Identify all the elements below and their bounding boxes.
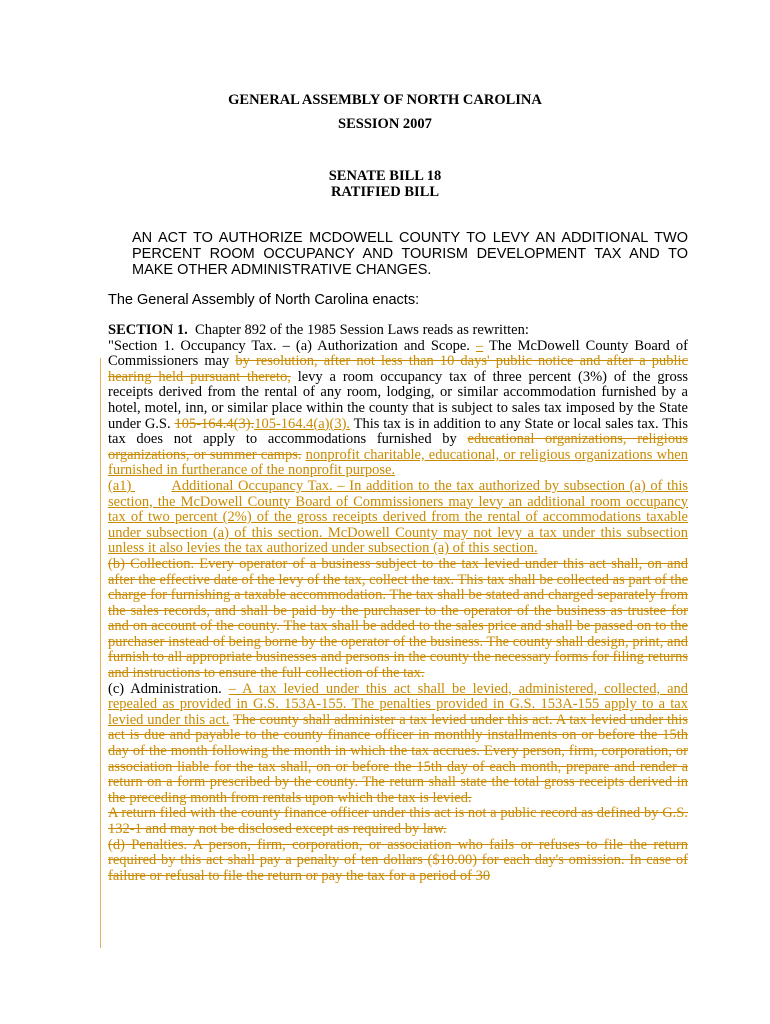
inserted-text: – xyxy=(475,337,484,354)
bill-heading: SENATE BILL 18 xyxy=(328,168,442,184)
section-1-text xyxy=(108,339,688,479)
deleted-text: by resolution, after not less than 10 days' public notice and after a public hearing held pursuant thereto, xyxy=(108,353,689,385)
deleted-text: The county shall administer a tax levied under this act. A tax levied under this act is due and payable to the county finance officer in monthly installments on or before the 15th day of the month following the month in which the tax accrues. Every person, firm, corporation, or association liable for the tax shall, on or before the 15th day of each month, prepare and render a return on a form prescribed by the county. The return shall state the total gross receipts derived in the preceding month from rentals upon which the tax is levied. xyxy=(108,711,688,806)
bill-status: RATIFIED BILL xyxy=(330,184,440,200)
subsection-d xyxy=(108,838,688,885)
section-text: The McDowell County Board of Commissioners may xyxy=(108,337,688,370)
section-intro-text: Chapter 892 of the 1985 Session Laws reads as rewritten: xyxy=(195,322,529,338)
section-text: "Section 1. Occupancy Tax. – (a) Authorization and Scope. xyxy=(108,337,470,354)
subsection-b xyxy=(108,557,688,682)
section-text: levy a room occupancy tax of three percent (3%) of the gross receipts derived from the rental of any room, lodging, or similar accommodation furnished by a hotel, motel, inn, or similar place within the county that is subject to sales tax imposed by the State under G.S. xyxy=(108,368,688,432)
deleted-text: educational organizations, religious organizations, or summer camps. xyxy=(108,431,688,463)
session-heading: SESSION 2007 xyxy=(338,116,432,132)
deleted-text: 105-164.4(3). xyxy=(174,415,255,432)
act-title: AN ACT TO AUTHORIZE MCDOWELL COUNTY TO LEVY AN ADDITIONAL TWO PERCENT ROOM OCCUPANCY AND TOURISM DEVELOPMENT TAX AND TO MAKE OTHER ADMINISTRATIVE CHANGES. xyxy=(132,230,688,278)
subsection-label: (a1) xyxy=(108,477,132,494)
subsection-label: (c) Administration. xyxy=(108,680,222,697)
revision-bar xyxy=(100,358,101,948)
deleted-text: A return filed with the county finance officer under this act is not a public record as defined by G.S. 132-1 and may not be disclosed except as required by law. xyxy=(108,805,688,837)
section-1-intro xyxy=(108,323,688,339)
return-paragraph xyxy=(108,806,688,837)
tab-space xyxy=(131,479,171,495)
section-label: SECTION 1. xyxy=(108,322,188,338)
inserted-text: – A tax levied under this act shall be levied, administered, collected, and repealed as provided in G.S. 153A-155. The penalties provided in G.S. 153A-155 apply to a tax levied under this act. xyxy=(108,680,689,728)
section-text: This tax is in addition to any State or local sales tax. This tax does not apply to accommodations furnished by xyxy=(108,415,688,448)
inserted-text: Additional Occupancy Tax. – In addition to the tax authorized by subsection (a) of this section, the McDowell County Board of Commissioners may levy an additional room occupancy tax of two percent (2%) of the gross receipts derived from the rental of accommodations taxable under subsection (a) of this section. McDowell County may not levy a tax under this subsection unless it also levies the tax authorized under subsection (a) of this section. xyxy=(108,477,688,557)
assembly-heading: GENERAL ASSEMBLY OF NORTH CAROLINA xyxy=(228,92,542,108)
enacting-clause: The General Assembly of North Carolina enacts: xyxy=(108,292,420,308)
inserted-text: nonprofit charitable, educational, or religious organizations when furnished in furtherance of the nonprofit purpose. xyxy=(108,446,688,479)
deleted-text: (b) Collection. Every operator of a business subject to the tax levied under this act shall, on and after the effective date of the levy of the tax, collect the tax. This tax shall be collected as part of the charge for furnishing a taxable accommodation. The tax shall be stated and charged separately from the sales records, and shall be paid by the purchaser to the operator of the business as trustee for and on account of the county. The tax shall be added to the sales price and shall be passed on to the purchaser instead of being borne by the operator of the business. The county shall design, print, and furnish to all appropriate businesses and persons in the county the necessary forms for filing returns and instructions to ensure the full collection of the tax. xyxy=(108,555,688,682)
deleted-text: (d) Penalties. A person, firm, corporation, or association who fails or refuses to file the return required by this act shall pay a penalty of ten dollars ($10.00) for each day's omission. In case of failure or refusal to file the return or pay the tax for a period of 30 xyxy=(108,836,688,884)
inserted-text: 105-164.4(a)(3). xyxy=(254,415,351,432)
subsection-c xyxy=(108,682,688,807)
subsection-a1 xyxy=(108,479,688,557)
bill-body xyxy=(108,323,688,884)
